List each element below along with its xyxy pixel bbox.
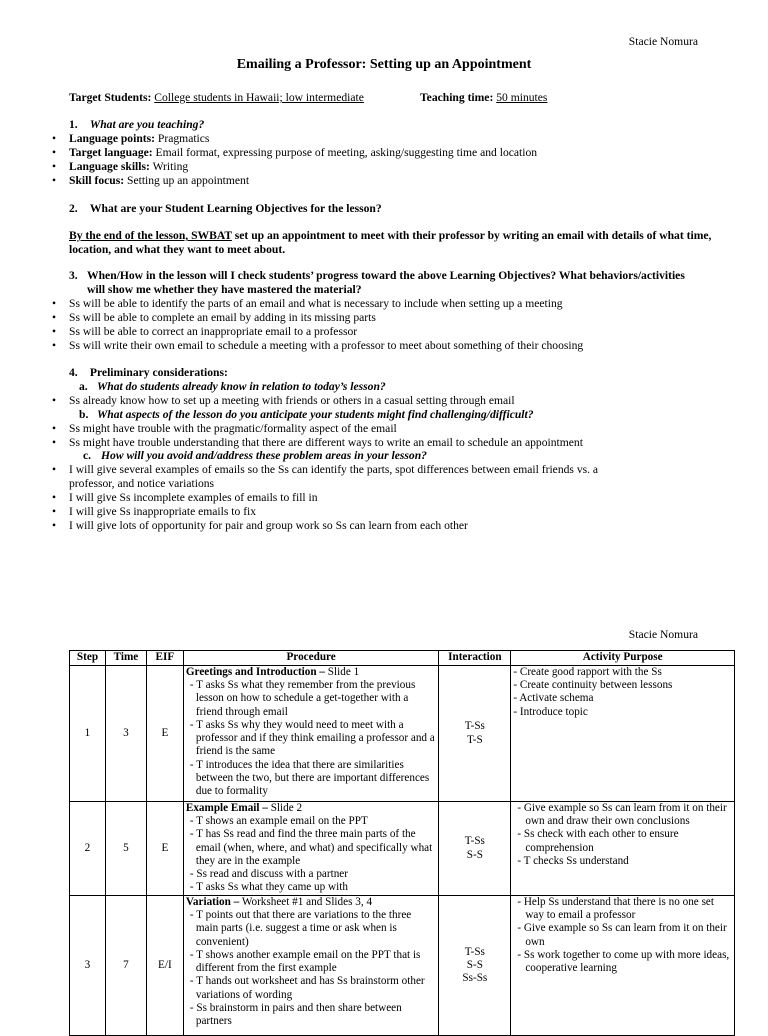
teaching-time <box>420 91 547 105</box>
section-1-list <box>69 132 728 188</box>
teaching-time-value: 50 minutes <box>496 91 548 104</box>
purpose-cell: - Give example so Ss can learn from it on their own and draw their own conclusions - Ss check with each other to ensure comprehension - T checks Ss understand <box>511 802 735 896</box>
learning-objective: By the end of the lesson, SWBAT set up an appointment to meet with their professor by writing an email with details of what time, location, and what they want to meet about. <box>69 229 712 256</box>
list-item: • Ss will be able to correct an inappropriate email to a professor <box>69 325 728 339</box>
list-item: • Ss might have trouble understanding that there are different ways to write an email to schedule an appointment <box>69 436 728 450</box>
time-cell: 3 <box>105 666 146 802</box>
section-2-question: What are your Student Learning Objectives for the lesson? <box>89 202 382 215</box>
target-row <box>69 91 728 105</box>
section-2 <box>69 202 728 216</box>
section-3 <box>69 269 728 352</box>
eif-cell: E <box>146 802 183 896</box>
header-time: Time <box>105 651 146 666</box>
section-4c-list <box>69 463 728 533</box>
section-3-question-line2: will show me whether they have mastered the material? <box>87 282 362 296</box>
table-row <box>70 896 735 1036</box>
target-students-label: Target Students: <box>69 91 152 104</box>
section-4b-list <box>69 422 728 450</box>
list-item: • I will give Ss incomplete examples of emails to fill in <box>69 491 638 505</box>
header-eif: EIF <box>146 651 183 666</box>
section-4-number: 4. <box>69 366 78 379</box>
header-procedure: Procedure <box>183 651 439 666</box>
list-item: • Ss will be able to complete an email by adding in its missing parts <box>69 311 728 325</box>
section-4 <box>69 366 728 533</box>
author-name: Stacie Nomura <box>628 35 698 48</box>
step-cell: 3 <box>70 896 106 1036</box>
section-4a-question: What do students already know in relation to today’s lesson? <box>97 379 386 393</box>
section-3-question-line1: When/How in the lesson will I check students’ progress toward the above Learning Objectives? What behaviors/activities <box>87 269 685 282</box>
lesson-plan-table <box>69 650 735 1036</box>
step-cell: 2 <box>70 802 106 896</box>
section-4b: b. What aspects of the lesson do you anticipate your students might find challenging/difficult? <box>79 407 534 421</box>
interaction-cell: T-Ss S-S <box>439 802 511 896</box>
section-1 <box>69 118 728 188</box>
section-4b-question: What aspects of the lesson do you anticipate your students might find challenging/difficult? <box>97 407 534 421</box>
list-item: • Ss already know how to set up a meeting with friends or others in a casual setting through email <box>69 394 728 408</box>
section-4a: a. What do students already know in relation to today’s lesson? <box>79 379 386 393</box>
purpose-cell: - Create good rapport with the Ss - Create continuity between lessons - Activate schema - Introduce topic <box>511 666 735 802</box>
table-row <box>70 666 735 802</box>
header-interaction: Interaction <box>439 651 511 666</box>
list-item: • I will give Ss inappropriate emails to fix <box>69 505 638 519</box>
step-cell: 1 <box>70 666 106 802</box>
list-item: • Target language: Email format, expressing purpose of meeting, asking/suggesting time and location <box>69 146 728 160</box>
section-4-question: Preliminary considerations: <box>89 366 228 379</box>
section-4c-question: How will you avoid and/address these problem areas in your lesson? <box>101 449 427 463</box>
procedure-cell: Greetings and Introduction – Slide 1 - T asks Ss what they remember from the previous lesson on how to schedule a get-together with a friend through email - T asks Ss why they would need to meet with a professor and if they think emailing a professor and a friend is the same - T introduces the idea that there are similarities between the two, but there are important differences due to formality <box>183 666 439 802</box>
table-header-row <box>70 651 735 666</box>
list-item: • Skill focus: Setting up an appointment <box>69 174 728 188</box>
document-title: Emailing a Professor: Setting up an Appointment <box>236 57 532 72</box>
section-3-number: 3. <box>69 269 78 282</box>
section-1-question: What are you teaching? <box>89 118 205 131</box>
procedure-cell: Variation – Worksheet #1 and Slides 3, 4 - T points out that there are variations to the three main parts (i.e. suggest a time or ask when is convenient) - T shows another example email on the PPT that is different from the first example - T hands out worksheet and has Ss brainstorm other variations of wording - Ss brainstorm in pairs and then share between partners <box>183 896 439 1036</box>
teaching-time-label: Teaching time: <box>420 91 494 104</box>
list-item: • Ss might have trouble with the pragmatic/formality aspect of the email <box>69 422 728 436</box>
interaction-cell: T-Ss S-S Ss-Ss <box>439 896 511 1036</box>
eif-cell: E/I <box>146 896 183 1036</box>
list-item: • Ss will write their own email to schedule a meeting with a professor to meet about something of their choosing <box>69 339 728 353</box>
header-step: Step <box>70 651 106 666</box>
list-item: • I will give lots of opportunity for pair and group work so Ss can learn from each other <box>69 519 638 533</box>
section-2-number: 2. <box>69 202 78 215</box>
header-activity-purpose: Activity Purpose <box>511 651 735 666</box>
eif-cell: E <box>146 666 183 802</box>
section-1-number: 1. <box>69 118 78 131</box>
time-cell: 5 <box>105 802 146 896</box>
interaction-cell: T-Ss T-S <box>439 666 511 802</box>
procedure-cell: Example Email – Slide 2 - T shows an example email on the PPT - T has Ss read and find the three main parts of the email (when, where, and what) and specifically what they are in the example - Ss read and discuss with a partner - T asks Ss what they came up with <box>183 802 439 896</box>
target-students-value: College students in Hawaii; low intermediate <box>154 91 364 104</box>
time-cell: 7 <box>105 896 146 1036</box>
section-3-list <box>69 297 728 353</box>
list-item: • Ss will be able to identify the parts of an email and what is necessary to include when setting up a meeting <box>69 297 728 311</box>
author-name-page2: Stacie Nomura <box>628 628 698 641</box>
list-item: • Language skills: Writing <box>69 160 728 174</box>
section-4c: c. How will you avoid and/address these problem areas in your lesson? <box>83 449 427 463</box>
list-item: • I will give several examples of emails so the Ss can identify the parts, spot differences between email friends vs. a professor, and notice variations <box>69 463 638 491</box>
purpose-cell: - Help Ss understand that there is no one set way to email a professor - Give example so Ss can learn from it on their own - Ss work together to come up with more ideas, cooperative learning <box>511 896 735 1036</box>
section-4a-list <box>69 394 728 408</box>
table-row <box>70 802 735 896</box>
list-item: • Language points: Pragmatics <box>69 132 728 146</box>
